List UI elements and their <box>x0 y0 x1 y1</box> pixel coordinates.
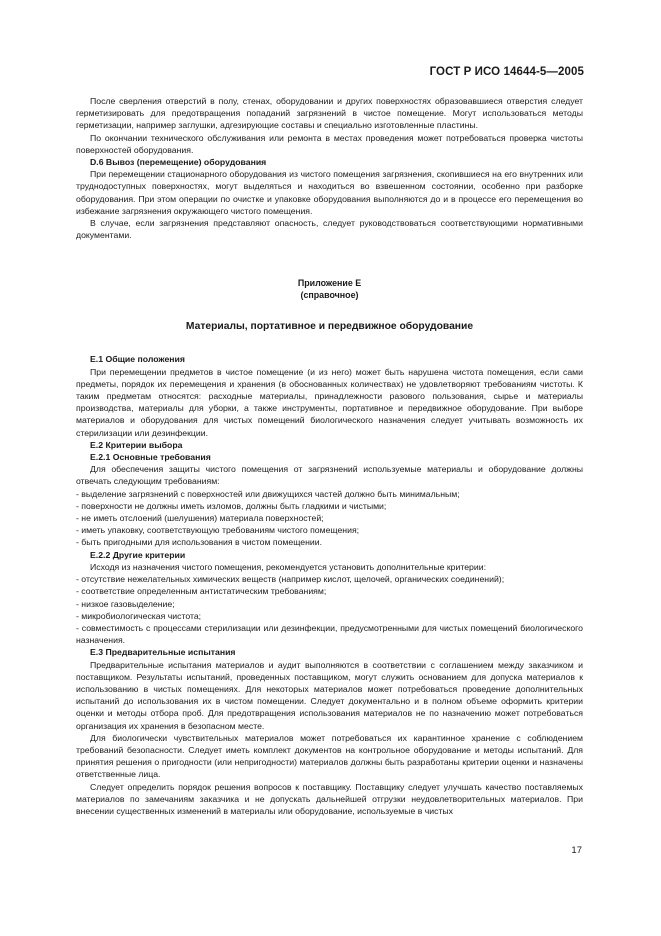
list-item: - поверхности не должны иметь изломов, должны быть гладкими и чистыми; <box>76 500 387 511</box>
list-item: - соответствие определенным антистатическим требованиям; <box>76 586 327 597</box>
annex-title: Материалы, портативное и передвижное оборудование <box>185 321 474 333</box>
page-number: 17 <box>571 845 582 856</box>
document-id-header: ГОСТ Р ИСО 14644-5—2005 <box>429 66 584 78</box>
list-item: - низкое газовыделение; <box>76 598 175 609</box>
list-item: - выделение загрязнений с поверхностей или движущихся частей должно быть минимальным; <box>76 488 460 499</box>
section-heading-e3: Е.3 Предварительные испытания <box>90 647 236 658</box>
annex-status: (справочное) <box>300 290 359 301</box>
paragraph: Исходя из назначения чистого помещения, рекомендуется установить дополнительные критерии: <box>90 561 486 572</box>
paragraph: После сверления отверстий в полу, стенах, оборудовании и других поверхностях образовавшиеся отверстия следует герметизировать для предотвращения попаданий загрязнений в чистое помещение. Могут использоваться методы герметизации, например заглушки, адгезирующие составы и специально изготовленные пластины. <box>76 96 583 131</box>
paragraph: При перемещении предметов в чистое помещение (и из него) может быть нарушена чистота помещения, если сами предметы, порядок их перемещения и хранения (в обоснованных количествах) не удовлетворяют требованиям чистоты. К таким предметам относятся: расходные материалы, принадлежности разового пользования, сырье и материалы производства, материалы для уборки, а также инструменты, портативное и передвижное оборудование. При выборе материалов и оборудования для чистых помещений биологического назначения следует учитывать возможность их стерилизации или дезинфекции. <box>76 366 583 438</box>
section-heading-e21: Е.2.1 Основные требования <box>90 452 211 463</box>
paragraph: По окончании технического обслуживания или ремонта в местах проведения может потребоваться проверка чистоты поверхностей оборудования. <box>76 132 583 155</box>
list-item: - отсутствие нежелательных химических веществ (например кислот, щелочей, органических соединений); <box>76 574 505 585</box>
paragraph: Следует определить порядок решения вопросов к поставщику. Поставщику следует улучшать качество поставляемых материалов по замечаниям заказчика и не допускать дальнейшей отгрузки неудовлетворительных материалов. При внесении существенных изменений в материалы или оборудование, используемые в чистых <box>76 781 583 816</box>
list-item: - быть пригодными для использования в чистом помещении. <box>76 537 323 548</box>
list-item: - иметь упаковку, соответствующую требованиям чистого помещения; <box>76 525 360 536</box>
page-body <box>76 95 583 817</box>
section-heading-d6: D.6 Вывоз (перемещение) оборудования <box>90 157 267 168</box>
section-heading-e22: Е.2.2 Другие критерии <box>90 549 186 560</box>
section-heading-e1: Е.1 Общие положения <box>90 354 185 365</box>
section-heading-e2: Е.2 Критерии выбора <box>90 439 183 450</box>
list-item: - микробиологическая чистота; <box>76 610 202 621</box>
paragraph: Для биологически чувствительных материалов может потребоваться их карантинное хранение с соблюдением требований безопасности. Следует иметь комплект документов на контрольное оборудование и методы испытаний. Для принятия решения о пригодности (или непригодности) материалов должны быть разработаны критерии оценки и назначены ответственные лица. <box>76 732 583 780</box>
list-item: - не иметь отслоений (шелушения) материала поверхностей; <box>76 513 324 524</box>
paragraph: В случае, если загрязнения представляют опасность, следует руководствоваться соответствующими нормативными документами. <box>76 218 583 241</box>
paragraph: При перемещении стационарного оборудования из чистого помещения загрязнения, скопившиеся на его внутренних или труднодоступных поверхностях, могут выделяться и находиться во взвешенном состоянии, особенно при разборке оборудования. При этом операции по очистке и упаковке оборудования выполняются до и в процессе его перемещения во избежание загрязнения окружающего чистого помещения. <box>76 169 583 216</box>
annex-label: Приложение Е <box>297 278 362 289</box>
paragraph: Для обеспечения защиты чистого помещения от загрязнений используемые материалы и оборудование должны отвечать следующим требованиям: <box>76 464 583 487</box>
paragraph: Предварительные испытания материалов и аудит выполняются в соответствии с соглашением между заказчиком и поставщиком. Результаты испытаний, проведенных поставщиком, могут служить основанием для допуска материалов к использованию в чистых помещениях. Для некоторых материалов может потребоваться проведение дополнительных испытаний до использования их в чистом помещении. Следует документально и в полном объеме оформить критерии оценки и методы отбора проб. Для предотвращения использования материалов не по назначению может потребоваться организация их хранения в безопасном месте. <box>76 659 583 731</box>
list-item: - совместимость с процессами стерилизации или дезинфекции, предусмотренными для чистых помещений биологического назначения. <box>76 622 583 646</box>
